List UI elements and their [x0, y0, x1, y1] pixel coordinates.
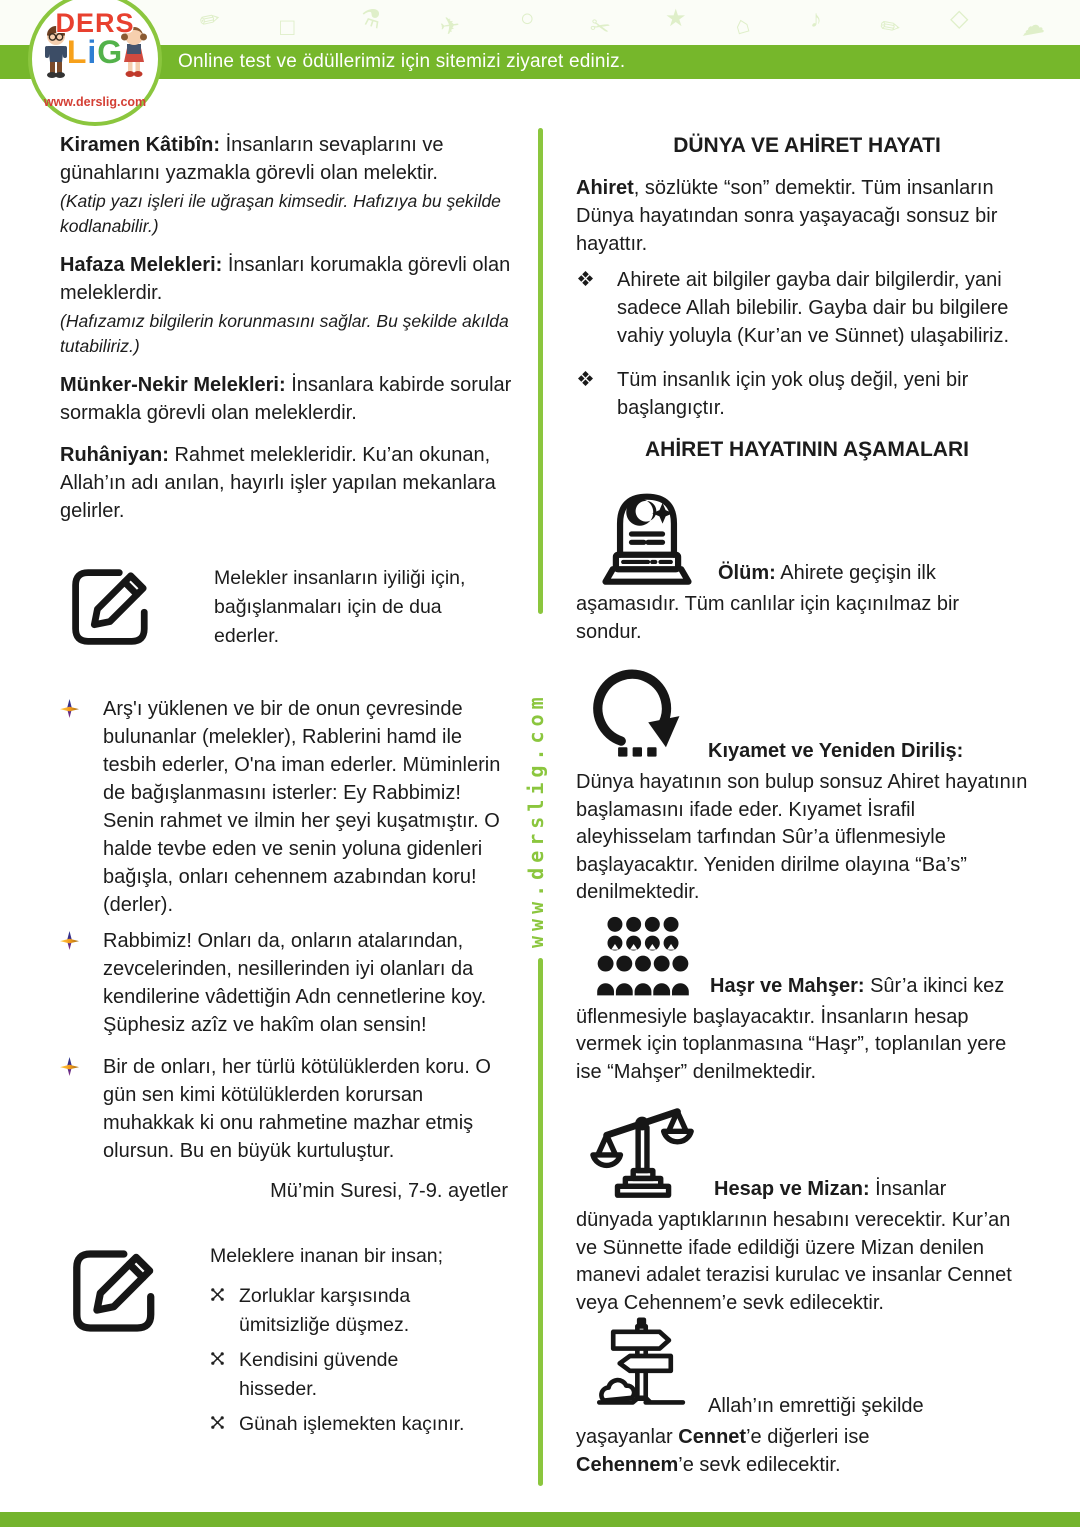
quote-text: Bir de onları, her türlü kötülüklerden koru. O gün sen kimi kötülüklerden korursan muhakkak ki onu rahmetine mazhar etmiş olursun. Bu en büyük kurtuluştur. [103, 1056, 491, 1162]
right-column [576, 132, 1038, 1479]
note-item-text: Kendisini güvende hisseder. [239, 1349, 399, 1400]
doodle-icon: ○ [520, 5, 535, 32]
note-item-text: Zorluklar karşısında ümitsizliğe düşmez. [239, 1285, 411, 1336]
tombstone-icon [590, 480, 704, 588]
stage-text: Dünya hayatının son bulup sonsuz Ahiret hayatının başlamasını ifade eder. Kıyamet İsrafil aleyhisselam tarfından Sûr’a üflenmesiyle başlayacaktır. Yeniden dirilme olayına “Ba’s” denilmektedir. [576, 771, 1028, 903]
bottom-green-bar [0, 1512, 1080, 1527]
section-title-dunya-ahiret: DÜNYA VE AHİRET HAYATI [673, 134, 941, 157]
banner-text: Online test ve ödüllerimiz için sitemizi ziyaret ediniz. [178, 51, 626, 72]
quote-source: Mü’min Suresi, 7-9. ayetler [270, 1180, 508, 1202]
doodle-icon: ◇ [950, 5, 969, 32]
crowd-icon [590, 915, 696, 1001]
left-column [60, 131, 512, 1439]
note-list-item [210, 1346, 477, 1404]
note-list-item [210, 1410, 477, 1439]
section-title-asamalar: AHİRET HAYATININ AŞAMALARI [645, 438, 969, 461]
doodle-icon: □ [280, 14, 295, 41]
stage-text: üflenmesiyle başlayacaktır. İnsanların hesap vermek için toplanmasına “Haşr”, toplanılan yere ise “Mahşer” denilmektedir. [576, 1005, 1007, 1083]
doodle-icon: ✂ [587, 11, 614, 44]
quote-text: Arş'ı yüklenen ve bir de onun çevresinde bulunanlar (melekler), Rablerini hamd ile tesbih ederler, O'na iman ederler. Müminlerin de bağışlanmasını isterler: Ey Rabbimiz! Senin rahmet ve ilmin her şeyi kuşatmıştır. O halde tevbe eden ve senin yoluna gidenleri bağışla, onları cehennem azabından koru! (derler). [103, 698, 501, 916]
doodle-icon: ✈ [438, 11, 462, 42]
colored-plus-bullet-icon [60, 931, 79, 955]
derslig-logo [28, 0, 162, 126]
definition-ruhaniyan: Ruhâniyan: Rahmet melekleridir. Ku’an okunan, Allah’ın adı anılan, hayırlı işler yapılan mekanlara gelirler. [60, 444, 496, 522]
column-divider [538, 958, 543, 1486]
definition-kiramen-katibin: Kiramen Kâtibîn: İnsanların sevaplarını ve günahlarını yazmakla görevli olan melektir. [60, 134, 444, 184]
stage-text: aşamasıdır. Tüm canlılar için kaçınılmaz bir sondur. [576, 593, 960, 643]
note-text: Melekler insanların iyiliği için, bağışlanmaları için de dua ederler. [214, 566, 466, 647]
stage-title: Haşr ve Mahşer: [710, 974, 865, 997]
doodle-icon: ✏ [877, 12, 903, 43]
note-box-inanan-insan [60, 1235, 512, 1439]
jack-bullet-icon [210, 1415, 225, 1435]
definition-note: (Hafızamız bilgilerin korunmasını sağlar. Bu şekilde akılda tutabiliriz.) [60, 311, 509, 356]
stage-cennet-cehennem: Allah’ın emrettiği şekilde yaşayanlar Cennet’e diğerleri ise Cehennem’e sevk edilecektir. [576, 1317, 1038, 1479]
quote-bullet-item [60, 1053, 512, 1165]
stage-text: yaşayanlar Cennet’e diğerleri ise Cehennem’e sevk edilecektir. [576, 1426, 870, 1476]
doodle-icon: ★ [665, 5, 687, 32]
jack-bullet-icon [210, 1351, 225, 1371]
diamond-bullet-icon [578, 271, 593, 291]
watermark-url: www.derslig.com [524, 692, 548, 948]
diamond-bullet-item [576, 366, 1038, 422]
scales-icon [590, 1094, 700, 1204]
diamond-bullet-text: Ahirete ait bilgiler gayba dair bilgilerdir, yani sadece Allah bilebilir. Gayba dair bu bilgilere vahiy yoluyla (Kur’an ve Sünnet) ulaşabiliriz. [617, 269, 1010, 347]
jack-bullet-icon [210, 1287, 225, 1307]
doodle-icon: ⚗ [356, 2, 386, 35]
stage-hasr-mahser: Haşr ve Mahşer: Sûr’a ikinci kez üflenmesiyle başlayacaktır. İnsanların hesap vermek için toplanmasına “Haşr”, toplanılan yere ise “Mahşer” denilmektedir. [576, 915, 1038, 1087]
cycle-arrow-icon [590, 662, 694, 766]
column-divider [538, 128, 543, 614]
stage-hesap-mizan: Hesap ve Mizan: İnsanlar dünyada yaptıklarının hesabını verecektir. Kur’an ve Sünnette ifade edildiği üzere Mizan denilen manevi adalet terazisi kurulac ve insanlar Cennet veya Cehennem’e sevk edilecektir. [576, 1094, 1038, 1317]
stage-kiyamet [576, 662, 1038, 907]
colored-plus-bullet-icon [60, 699, 79, 723]
stage-title: Ölüm: [718, 562, 776, 584]
stage-title: Hesap ve Mizan: [714, 1178, 870, 1200]
diamond-bullet-icon [578, 371, 593, 391]
header-doodle-pattern [0, 0, 1080, 46]
logo-brand-line2: LiG [66, 34, 124, 70]
diamond-bullet-item [576, 266, 1038, 350]
edit-note-icon [60, 555, 164, 659]
stage-text: dünyada yaptıklarının hesabını verecektir. Kur’an ve Sünnette ifade edildiği üzere Mizan denilen manevi adalet terazisi kurulac ve insanlar Cennet veya Cehennem’e sevk edilecektir. [576, 1209, 1012, 1314]
definition-note: (Katip yazı işleri ile uğraşan kimsedir. Hafızıya bu şekilde kodlanabilir.) [60, 191, 501, 236]
ahiret-intro: Ahiret, sözlükte “son” demektir. Tüm insanların Dünya hayatından sonra yaşayacağı sonsuz bir hayattır. [576, 177, 998, 255]
note-heading: Meleklere inanan bir insan; [210, 1245, 444, 1267]
definition-hafaza: Hafaza Melekleri: İnsanları korumakla görevli olan meleklerdir. [60, 254, 511, 304]
stage-title: Kıyamet ve Yeniden Diriliş: [708, 740, 964, 762]
signpost-icon [590, 1317, 694, 1421]
quote-text: Rabbimiz! Onları da, onların atalarından, zevcelerinden, nesillerinden iyi olanları da kendilerine vâdettiğin Adn cennetlerine koy. Şüphesiz azîz ve hakîm olan sensin! [103, 930, 487, 1036]
edit-note-icon [60, 1235, 172, 1347]
logo-brand-line1: DERS [55, 8, 135, 38]
doodle-icon: ♪ [810, 6, 822, 33]
doodle-icon: ⌂ [731, 10, 753, 41]
doodle-icon: ✏ [197, 5, 223, 36]
stage-olum: Ölüm: Ahirete geçişin ilk aşamasıdır. Tüm canlılar için kaçınılmaz bir sondur. [576, 480, 1038, 646]
note-box-dua [60, 555, 512, 659]
diamond-bullet-text: Tüm insanlık için yok oluş değil, yeni bir başlangıçtır. [617, 369, 969, 419]
note-item-text: Günah işlemekten kaçınır. [239, 1413, 465, 1435]
quote-bullet-item [60, 695, 512, 919]
doodle-icon: ☁ [1017, 11, 1047, 42]
site-banner [0, 45, 1080, 79]
definition-munker-nekir: Münker-Nekir Melekleri: İnsanlara kabirde sorular sormakla görevli olan meleklerdir. [60, 374, 512, 424]
colored-plus-bullet-icon [60, 1057, 79, 1081]
note-list-item [210, 1282, 477, 1340]
quote-bullet-item [60, 927, 512, 1039]
logo-website: www.derslig.com [43, 95, 147, 109]
